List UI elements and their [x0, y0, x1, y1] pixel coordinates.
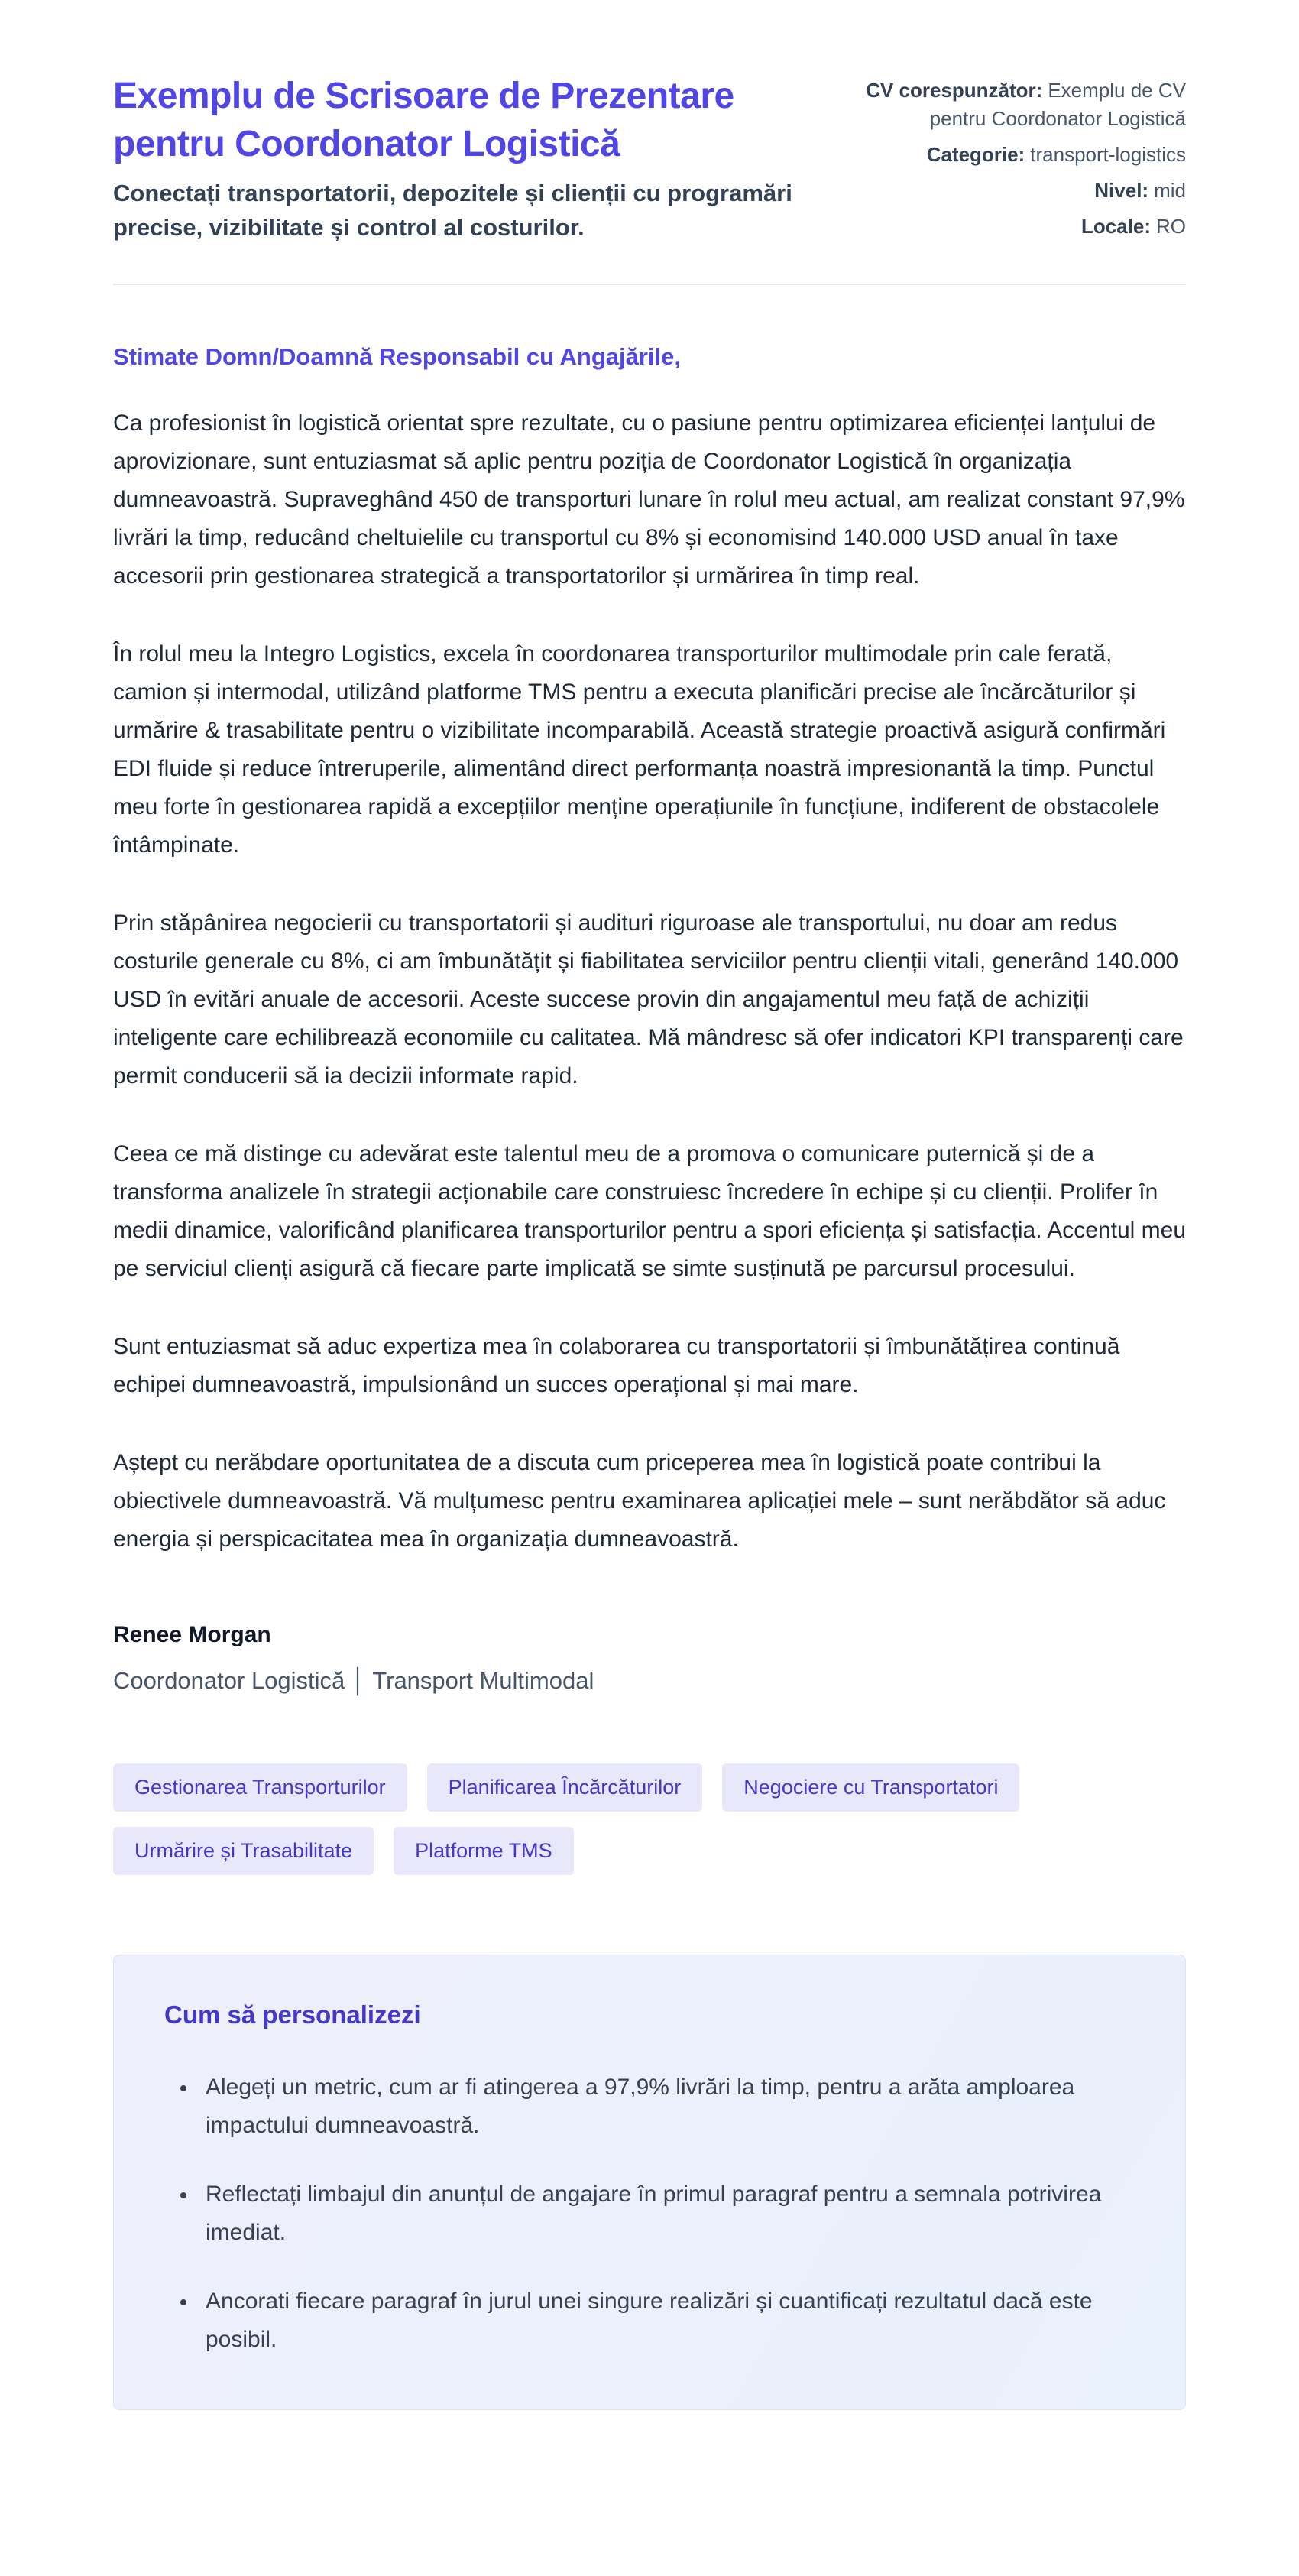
header [113, 72, 1186, 248]
meta-category-value: transport-logistics [1030, 143, 1186, 166]
meta-category-label: Categorie: [926, 143, 1025, 166]
tips-item: • Alegeți un metric, cum ar fi atingerea a 97,9% livrări la timp, pentru a arăta amploarea impactului dumneavoastră. [198, 2068, 1115, 2145]
signature-name: Renee Morgan [113, 1622, 271, 1647]
signature-role: Coordonator Logistică │ Transport Multimodal [113, 1667, 594, 1694]
letter-body [113, 340, 1186, 1698]
meta-cv-label: CV corespunzător: [866, 79, 1043, 102]
header-divider [113, 284, 1186, 285]
meta-locale [856, 213, 1186, 241]
meta-block [856, 76, 1186, 248]
letter-paragraph-3: Prin stăpânirea negocierii cu transportatorii și audituri riguroase ale transportului, nu doar am redus costurile generale cu 8%, ci am îmbunătățit și fiabilitatea serviciilor pentru clienții vitali, generând 140.000 USD în evitări anuale de accesorii. Aceste succese provin din angajamentul meu față de achiziții inteligente care echilibrează economiile cu calitatea. Mă mândresc să ofer indicatori KPI transparenți care permit conducerii să ia decizii informate rapid. [113, 910, 1184, 1088]
meta-locale-value: RO [1156, 215, 1186, 238]
letter-paragraph-4: Ceea ce mă distinge cu adevărat este talentul meu de a promova o comunicare puternică și de a transforma analizele în strategii acționabile care construiesc încredere în echipe și cu clienții. Prolifer în medii dinamice, valorificând planificarea transporturilor pentru a spori eficiența și satisfacția. Accentul meu pe serviciul clienți asigură că fiecare parte implicată se simte susținută pe parcursul procesului. [113, 1141, 1187, 1281]
letter-paragraph-6: Aștept cu nerăbdare oportunitatea de a discuta cum priceperea mea în logistică poate contribui la obiectivele dumneavoastră. Vă mulțumesc pentru examinarea aplicației mele – sunt nerăbdător să aduc energia și perspicacitatea mea în organizația dumneavoastră. [113, 1450, 1166, 1552]
tips-item: • Reflectați limbajul din anunțul de angajare în primul paragraf pentru a semnala potrivirea imediat. [198, 2175, 1115, 2252]
tips-title: Cum să personalizezi [164, 2000, 421, 2029]
meta-cv-value: Exemplu de CV pentru Coordonator Logistică [929, 79, 1186, 130]
letter-paragraph-5: Sunt entuziasmat să aduc expertiza mea în colaborarea cu transportatorii și îmbunătățirea continuă echipei dumneavoastră, impulsionând un succes operațional și mai mare. [113, 1334, 1120, 1397]
letter-paragraph-2: În rolul meu la Integro Logistics, excela în coordonarea transporturilor multimodale prin cale ferată, camion și intermodal, utilizând platforme TMS pentru a executa planificări precise ale încărcăturilor și urmărire & trasabilitate pentru o vizibilitate incomparabilă. Această strategie proactivă asigură confirmări EDI fluide și reduce întreruperile, alimentând direct performanța noastră impresionantă la timp. Punctul meu forte în gestionarea rapidă a excepțiilor menține operațiunile în funcțiune, indiferent de obstacolele întâmpinate. [113, 641, 1166, 858]
personalization-tips-box [113, 1955, 1186, 2410]
meta-cv [856, 76, 1186, 133]
meta-category [856, 141, 1186, 169]
page-subtitle: Conectați transportatorii, depozitele și clienții cu programări precise, vizibilitate și control al costurilor. [113, 180, 792, 241]
meta-level-value: mid [1154, 179, 1186, 202]
meta-locale-label: Locale: [1080, 215, 1151, 238]
tips-list [164, 2068, 1135, 2359]
letter-greeting: Stimate Domn/Doamnă Responsabil cu Angajările, [113, 343, 682, 370]
letter-paragraph-1: Ca profesionist în logistică orientat spre rezultate, cu o pasiune pentru optimizarea eficienței lanțului de aprovizionare, sunt entuziasmat să aplic pentru poziția de Coordonator Logistică în organizația dumneavoastră. Supraveghând 450 de transporturi lunare în rolul meu actual, am realizat constant 97,9% livrări la timp, reducând cheltuielile cu transportul cu 8% și economisind 140.000 USD anual în taxe accesorii prin gestionarea strategică a transportatorilor și urmărirea în timp real. [113, 410, 1185, 589]
meta-level [856, 177, 1186, 205]
meta-level-label: Nivel: [1094, 179, 1149, 202]
header-title-block [113, 72, 801, 245]
tips-item: • Ancorati fiecare paragraf în jurul unei singure realizări și cuantificați rezultatul dacă este posibil. [198, 2282, 1115, 2359]
skill-tag: Planificarea Încărcăturilor [427, 1763, 703, 1812]
skill-tags [113, 1763, 1068, 1875]
skill-tag: Urmărire și Trasabilitate [113, 1827, 374, 1875]
content-column [113, 0, 1186, 2410]
skill-tag: Gestionarea Transporturilor [113, 1763, 407, 1812]
skill-tag: Platforme TMS [394, 1827, 574, 1875]
skill-tag: Negociere cu Transportatori [722, 1763, 1019, 1812]
page-title: Exemplu de Scrisoare de Prezentare pentru Coordonator Logistică [113, 76, 734, 164]
